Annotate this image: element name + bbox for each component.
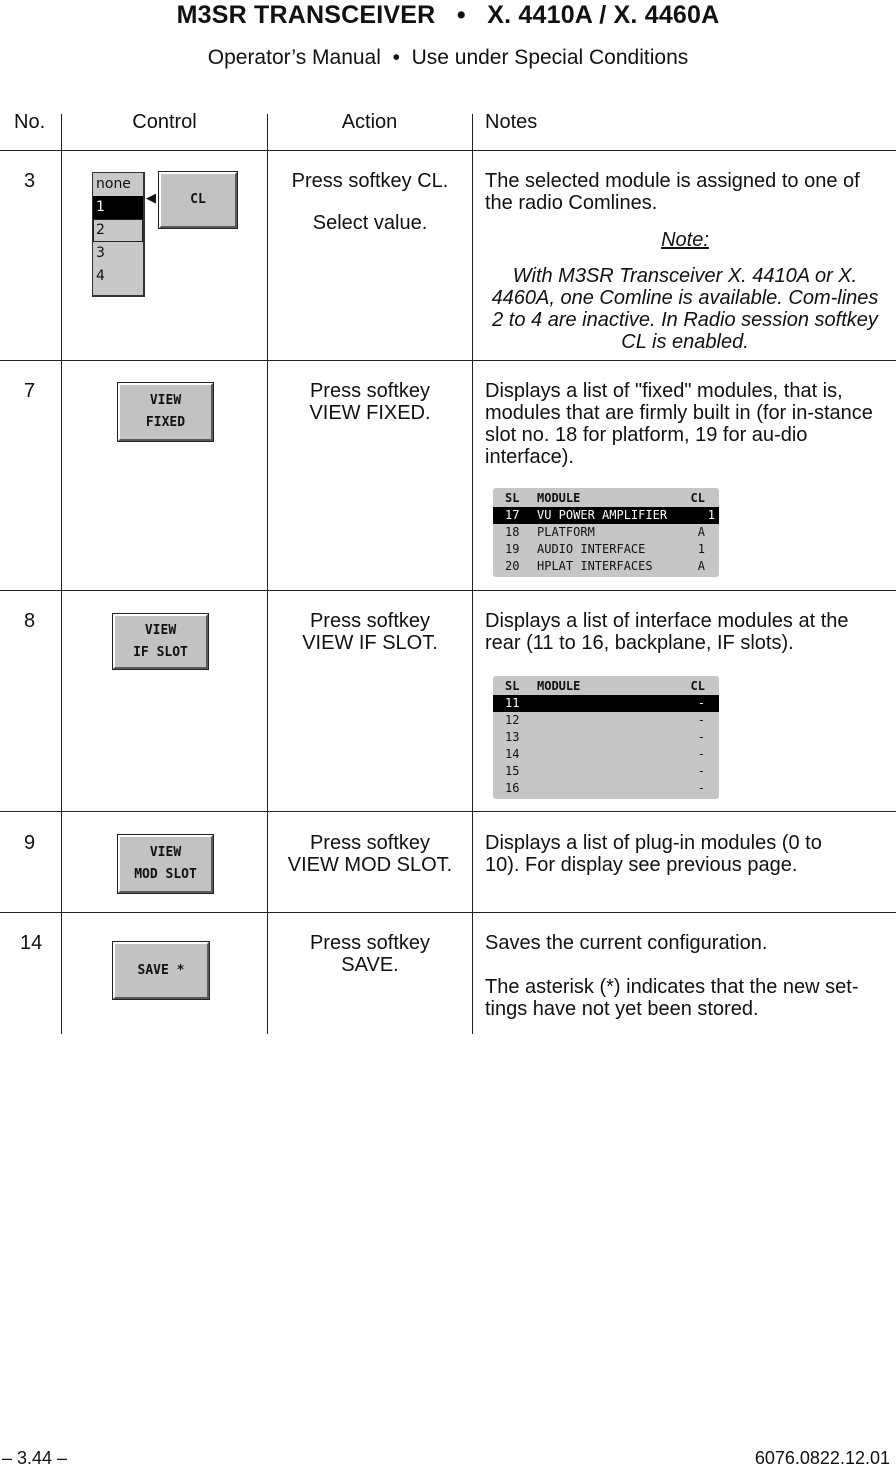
table-row[interactable] [493, 541, 719, 558]
row-number: 8 [24, 610, 36, 632]
action-text: VIEW IF SLOT. [302, 632, 438, 654]
table-header-sl: SL [505, 679, 520, 693]
softkey-label: SAVE * [137, 962, 185, 978]
action-text: Press softkey [309, 832, 431, 854]
table-cell: 15 [505, 764, 520, 778]
table-cell: - [697, 764, 705, 778]
softkey-label: MOD SLOT [134, 867, 197, 882]
page-subtitle: Operator’s Manual • Use under Special Conditions [207, 46, 689, 69]
action-text: SAVE. [341, 954, 399, 976]
table-row-selected[interactable] [493, 695, 719, 712]
cl-softkey[interactable] [159, 172, 237, 228]
table-row[interactable] [493, 780, 719, 797]
notes-cell [485, 170, 885, 353]
action-text: Select value. [312, 212, 428, 234]
table-cell: 12 [505, 713, 520, 727]
table-divider [0, 811, 896, 812]
listbox-option-selected[interactable]: 1 [93, 196, 143, 219]
table-cell: - [697, 730, 705, 744]
left-arrow-icon: ◀ [146, 190, 156, 205]
action-cell [268, 170, 472, 234]
table-cell: 1 [697, 542, 705, 556]
table-cell: A [697, 525, 705, 539]
page-number: – 3.44 – [2, 1448, 68, 1468]
table-cell: - [697, 747, 705, 761]
table-cell: 11 [505, 696, 520, 710]
note-text: With M3SR Transceiver X. 4410A or X. 4460A, one Comline is available. Com-lines 2 to 4 are inactive. In Radio session softkey CL is enabled. [491, 265, 879, 353]
action-text: Press softkey [309, 380, 431, 402]
action-text: Press softkey [309, 610, 431, 632]
column-divider [61, 114, 62, 1034]
table-cell: - [697, 781, 705, 795]
action-cell [268, 380, 472, 424]
notes-text: The asterisk (*) indicates that the new set-tings have not yet been stored. [485, 976, 859, 1020]
table-cell: VU POWER AMPLIFIER [537, 508, 668, 522]
softkey-label: VIEW [149, 393, 182, 408]
table-cell: 16 [505, 781, 520, 795]
table-cell: 18 [505, 525, 520, 539]
table-header-cl: CL [690, 491, 705, 505]
table-divider [0, 590, 896, 591]
notes-text: Displays a list of plug-in modules (0 to 10). For display see previous page. [485, 832, 822, 876]
action-text: VIEW MOD SLOT. [287, 854, 453, 876]
table-row[interactable] [493, 746, 719, 763]
table-cell: AUDIO INTERFACE [537, 542, 646, 556]
action-cell [268, 932, 472, 976]
column-header-action: Action [341, 111, 398, 133]
table-header-module: MODULE [537, 491, 581, 505]
table-cell: 13 [505, 730, 520, 744]
column-header-control: Control [132, 111, 197, 133]
note-heading: Note: [661, 229, 709, 251]
if-slot-modules-table [493, 676, 719, 799]
page-title: M3SR TRANSCEIVER • X. 4410A / X. 4460A [176, 1, 720, 29]
notes-cell [485, 832, 860, 876]
table-cell: A [697, 559, 705, 573]
notes-cell [485, 932, 885, 1020]
listbox-option[interactable]: 3 [96, 245, 105, 261]
softkey-label: IF SLOT [133, 644, 188, 660]
action-text: Press softkey CL. [291, 170, 449, 192]
notes-text: The selected module is assigned to one of the radio Comlines. [485, 170, 860, 214]
column-header-no: No. [14, 111, 46, 133]
table-header-cl: CL [690, 679, 705, 693]
column-divider [267, 114, 268, 1034]
table-row[interactable] [493, 763, 719, 780]
softkey-label: VIEW [144, 622, 177, 638]
listbox-option[interactable]: 4 [96, 268, 105, 284]
comline-listbox[interactable] [92, 172, 145, 297]
table-header-module: MODULE [537, 679, 581, 693]
row-number: 9 [24, 832, 36, 854]
action-cell [268, 832, 472, 876]
column-divider [472, 114, 473, 1034]
view-fixed-softkey[interactable] [118, 383, 213, 441]
listbox-option[interactable]: none [96, 176, 131, 192]
table-row-selected[interactable] [493, 507, 719, 524]
table-row[interactable] [493, 524, 719, 541]
table-cell: - [697, 696, 705, 710]
notes-cell [485, 380, 880, 468]
column-header-notes: Notes [485, 111, 538, 133]
listbox-option[interactable]: 2 [93, 219, 143, 242]
table-row[interactable] [493, 729, 719, 746]
row-number: 3 [24, 170, 36, 192]
table-row[interactable] [493, 558, 719, 575]
table-header-row [493, 490, 719, 507]
softkey-label: CL [190, 192, 206, 207]
softkey-label: FIXED [145, 415, 186, 430]
softkey-label: VIEW [149, 845, 182, 860]
row-number: 14 [20, 932, 43, 954]
document-number: 6076.0822.12.01 [754, 1448, 890, 1468]
table-cell: HPLAT INTERFACES [537, 559, 653, 573]
table-cell: - [697, 713, 705, 727]
notes-text: Displays a list of interface modules at the rear (11 to 16, backplane, IF slots). [485, 610, 849, 654]
row-number: 7 [24, 380, 36, 402]
table-row[interactable] [493, 712, 719, 729]
notes-text: Saves the current configuration. [485, 932, 768, 954]
view-if-slot-softkey[interactable] [113, 614, 208, 669]
view-mod-slot-softkey[interactable] [118, 835, 213, 893]
table-cell: 17 [505, 508, 520, 522]
table-cell: 1 [707, 508, 715, 522]
action-cell [268, 610, 472, 654]
table-divider [0, 360, 896, 361]
action-text: Press softkey [309, 932, 431, 954]
table-cell: 19 [505, 542, 520, 556]
notes-cell [485, 610, 880, 654]
table-header-row [493, 678, 719, 695]
notes-text: Displays a list of "fixed" modules, that is, modules that are firmly built in (for in-stance slot no. 18 for platform, 19 for au-dio interface). [485, 380, 873, 468]
action-text: VIEW FIXED. [309, 402, 431, 424]
table-cell: 20 [505, 559, 520, 573]
table-divider [0, 912, 896, 913]
save-softkey[interactable] [113, 942, 209, 999]
fixed-modules-table [493, 488, 719, 577]
table-header-sl: SL [505, 491, 520, 505]
table-cell: PLATFORM [537, 525, 595, 539]
table-divider [0, 150, 896, 151]
table-cell: 14 [505, 747, 520, 761]
